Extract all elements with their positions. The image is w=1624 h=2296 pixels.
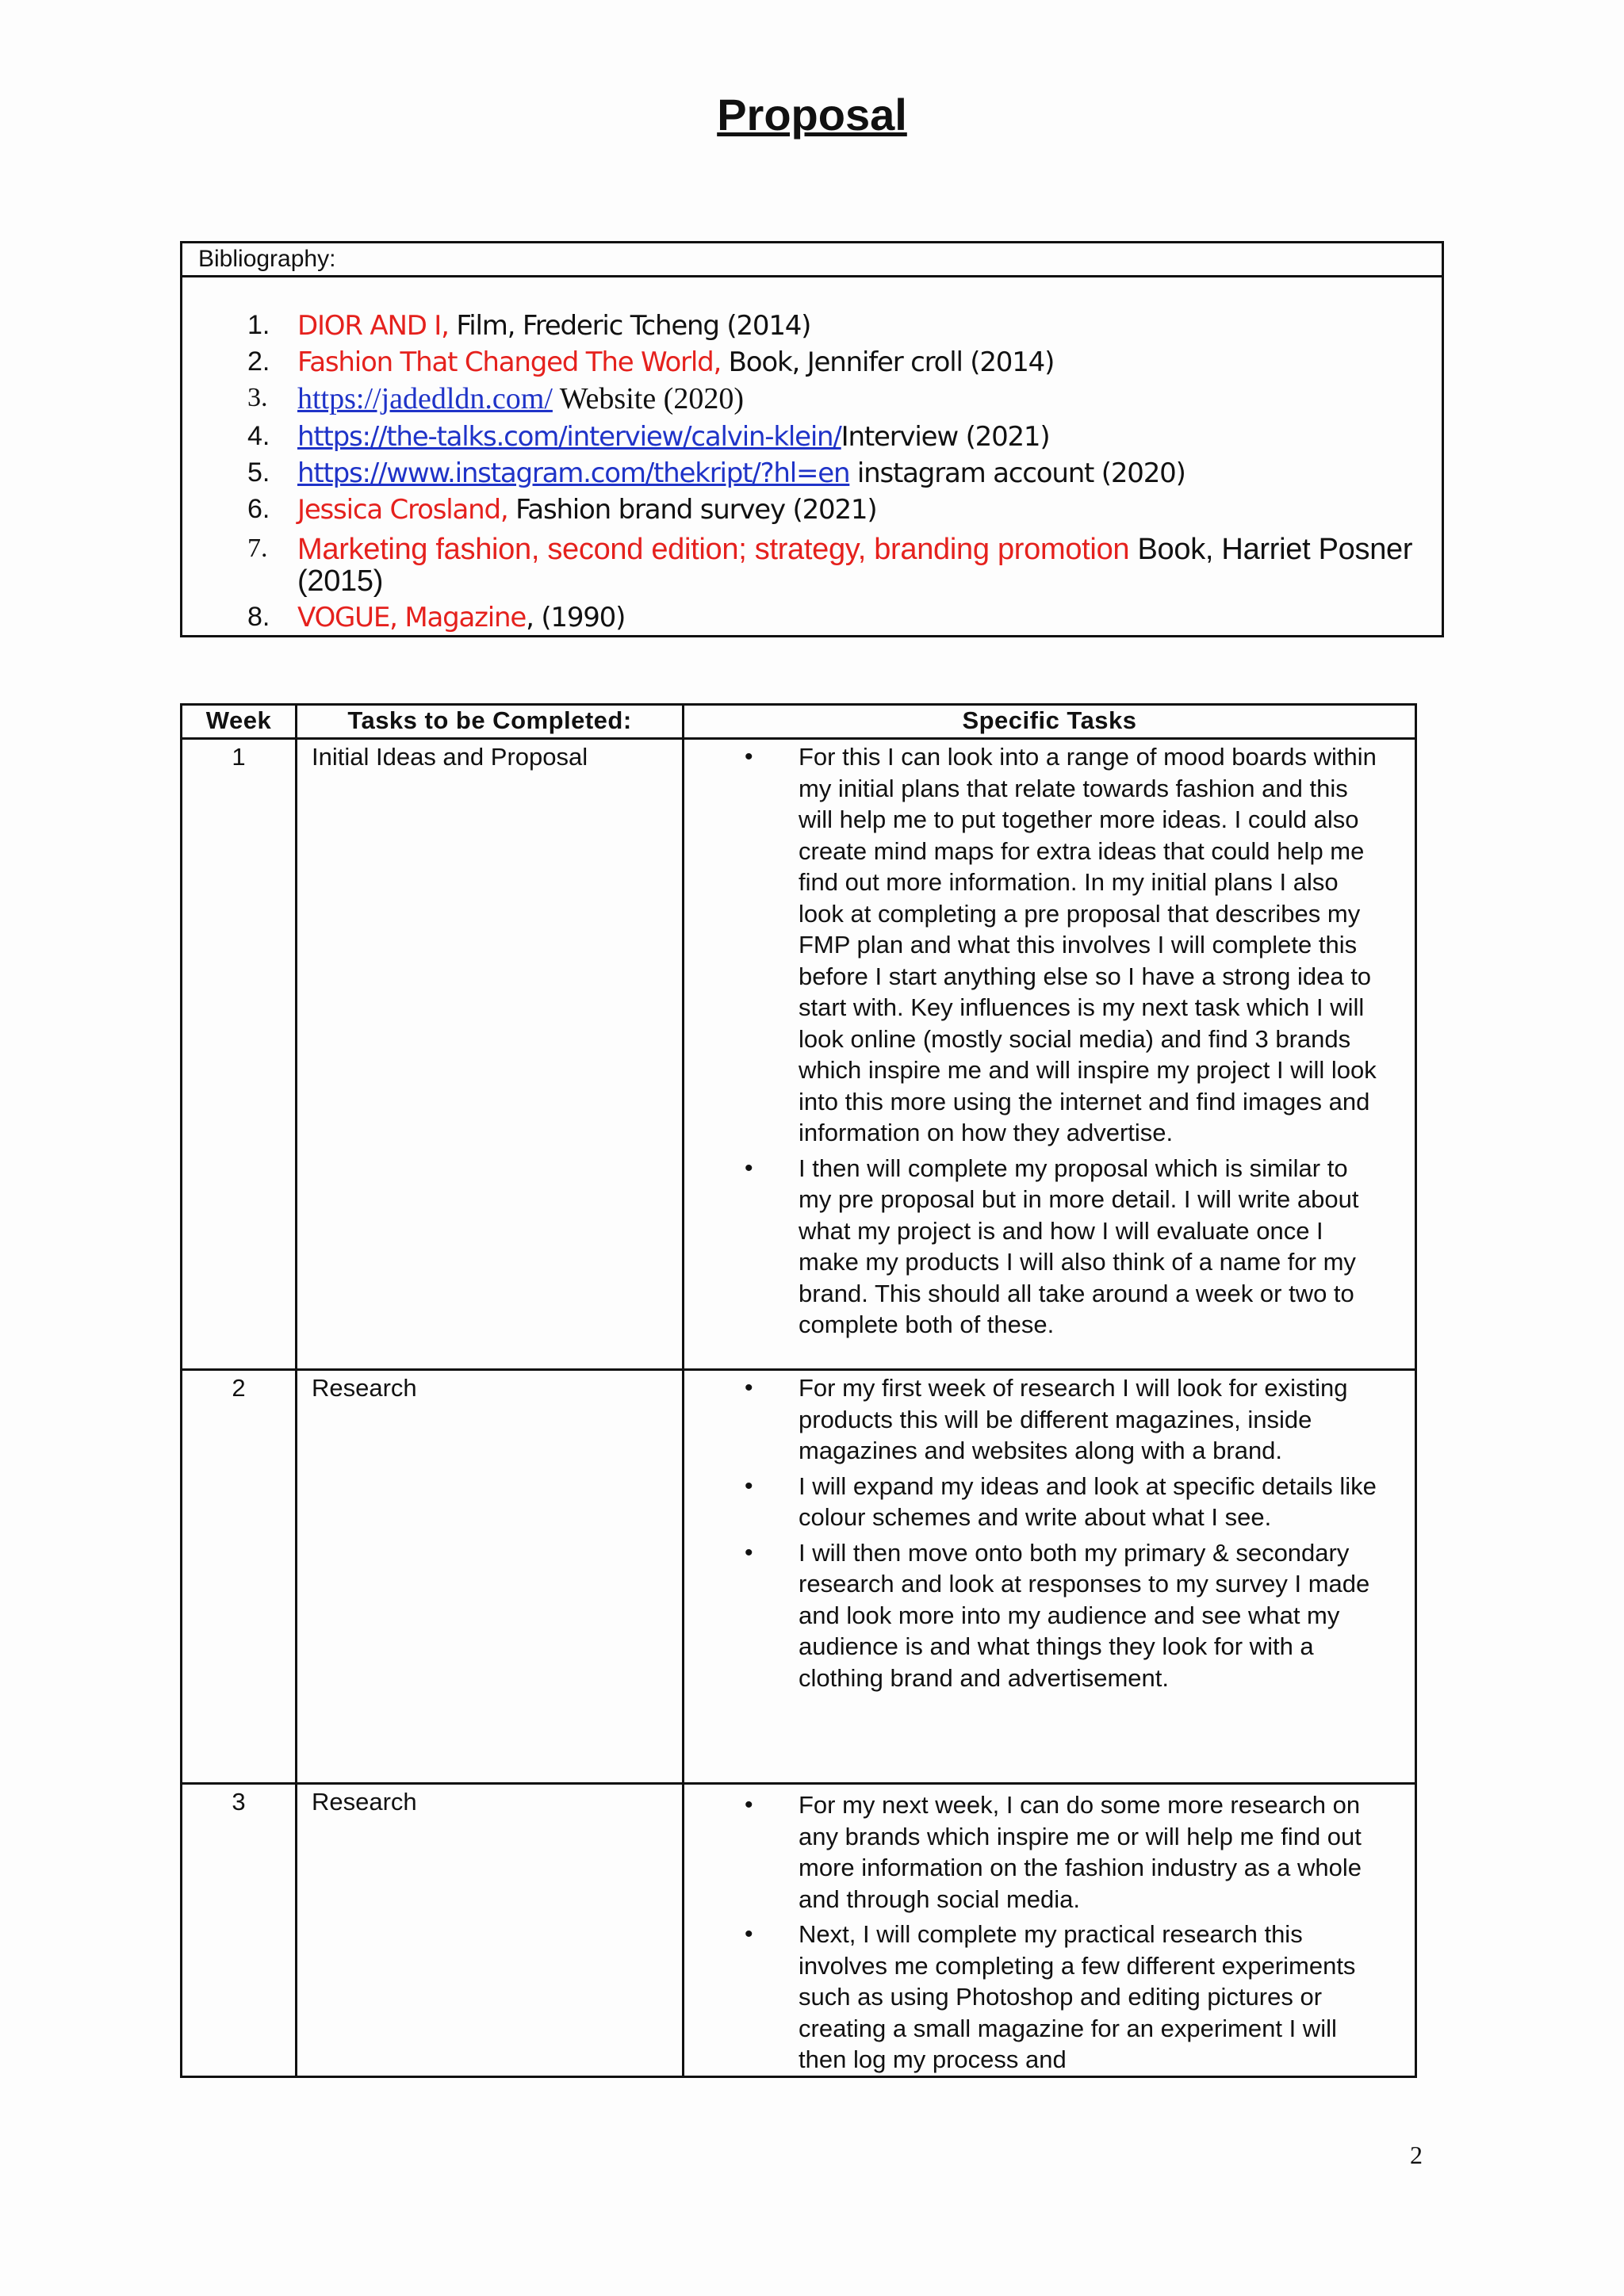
bullet-text: I then will complete my proposal which is similar to my pre proposal but in more detail. I will write about what my project is and how I will evaluate once I make my products I will also think of a name for my brand. This should all take around a week or two to complete both of these. <box>799 1154 1359 1338</box>
table-row <box>182 1784 1416 2077</box>
week-number: 1 <box>182 739 297 1370</box>
page-number: 2 <box>1410 2141 1423 2169</box>
bullet-text: For my next week, I can do some more research on any brands which inspire me or will help me find out more information on the fashion industry as a whole and through social media. <box>799 1791 1362 1913</box>
entry-details: , (1990) <box>526 602 626 633</box>
entry-details: instagram account (2020) <box>849 457 1185 489</box>
specific-tasks-cell <box>684 1784 1416 2077</box>
bullet-icon: • <box>745 1472 753 1499</box>
entry-title: Fashion That Changed The World, <box>297 346 722 378</box>
entry-link[interactable]: https://the-talks.com/interview/calvin-klein/ <box>297 421 841 453</box>
task-schedule-table <box>180 703 1417 2078</box>
entry-details: Fashion brand survey (2021) <box>508 494 877 526</box>
entry-number: 7. <box>247 534 268 563</box>
bibliography-heading: Bibliography: <box>182 243 1442 277</box>
bullet-text: Next, I will complete my practical research this involves me completing a few different experiments such as using Photoshop and editing pictures or creating a small magazine for an experiment I will then log my process and <box>799 1920 1356 2073</box>
specific-tasks-cell <box>684 1370 1416 1784</box>
entry-number: 2. <box>247 346 270 377</box>
list-item <box>684 1372 1383 1467</box>
bullet-text: I will expand my ideas and look at specific details like colour schemes and write about what I see. <box>799 1471 1377 1531</box>
task-name: Research <box>297 1370 684 1784</box>
entry-title: Marketing fashion, second edition; strategy, branding promotion <box>297 533 1130 566</box>
list-item <box>684 1789 1383 1915</box>
task-name: Research <box>297 1784 684 2077</box>
entry-details: Interview (2021) <box>841 421 1050 453</box>
entry-link[interactable]: https://jadedldn.com/ <box>297 382 553 415</box>
entry-title: VOGUE, Magazine <box>297 602 527 633</box>
bullet-icon: • <box>745 1154 753 1181</box>
tasks-column-header: Tasks to be Completed: <box>297 705 684 739</box>
entry-details: Book, Harriet Posner (2015) <box>297 533 1413 598</box>
bullet-icon: • <box>745 744 753 770</box>
list-item <box>684 1153 1383 1341</box>
entry-number: 1. <box>247 310 270 340</box>
task-name: Initial Ideas and Proposal <box>297 739 684 1370</box>
week-number: 2 <box>182 1370 297 1784</box>
entry-number: 6. <box>247 494 270 524</box>
entry-link[interactable]: https://www.instagram.com/thekript/?hl=en <box>297 457 850 489</box>
table-header-row <box>182 705 1416 739</box>
bullet-icon: • <box>745 1539 753 1566</box>
bullet-text: I will then move onto both my primary & secondary research and look at responses to my survey I made and look more into my audience and see what my audience is and what things they look for with a clothing brand and advertisement. <box>799 1538 1370 1692</box>
specific-tasks-column-header: Specific Tasks <box>684 705 1416 739</box>
list-item <box>684 1471 1383 1533</box>
week-column-header: Week <box>182 705 297 739</box>
entry-number: 4. <box>247 421 270 451</box>
entry-number: 8. <box>247 602 270 632</box>
bullet-text: For this I can look into a range of mood boards within my initial plans that relate towards fashion and this will help me to put together more ideas. I could also create mind maps for extra ideas that could help me find out more information. In my initial plans I also look at completing a pre proposal that describes my FMP plan and what this involves I will complete this before I start anything else so I have a strong idea to start with. Key influences is my next task which I will look online (mostly social media) and find 3 brands which inspire me and will inspire my project I will look into this more using the internet and find images and information on how they advertise. <box>799 743 1377 1146</box>
table-row <box>182 1370 1416 1784</box>
week-number: 3 <box>182 1784 297 2077</box>
list-item <box>684 1919 1383 2076</box>
entry-title: DIOR AND I, <box>297 310 449 342</box>
entry-details: Film, Frederic Tcheng (2014) <box>448 310 811 342</box>
page-title: Proposal <box>717 90 907 140</box>
bullet-text: For my first week of research I will look for existing products this will be different magazines, inside magazines and websites along with a brand. <box>799 1374 1348 1464</box>
table-row <box>182 739 1416 1370</box>
entry-title: Jessica Crosland, <box>297 494 508 526</box>
entry-number: 5. <box>247 457 270 488</box>
list-item <box>684 1537 1383 1694</box>
specific-tasks-cell <box>684 739 1416 1370</box>
bullet-icon: • <box>745 1921 753 1947</box>
bibliography-box <box>180 241 1444 637</box>
list-item <box>684 741 1383 1149</box>
bullet-icon: • <box>745 1792 753 1818</box>
entry-details: Book, Jennifer croll (2014) <box>721 346 1055 378</box>
entry-number: 3. <box>247 383 268 412</box>
entry-details: Website (2020) <box>552 382 744 415</box>
bullet-icon: • <box>745 1375 753 1401</box>
